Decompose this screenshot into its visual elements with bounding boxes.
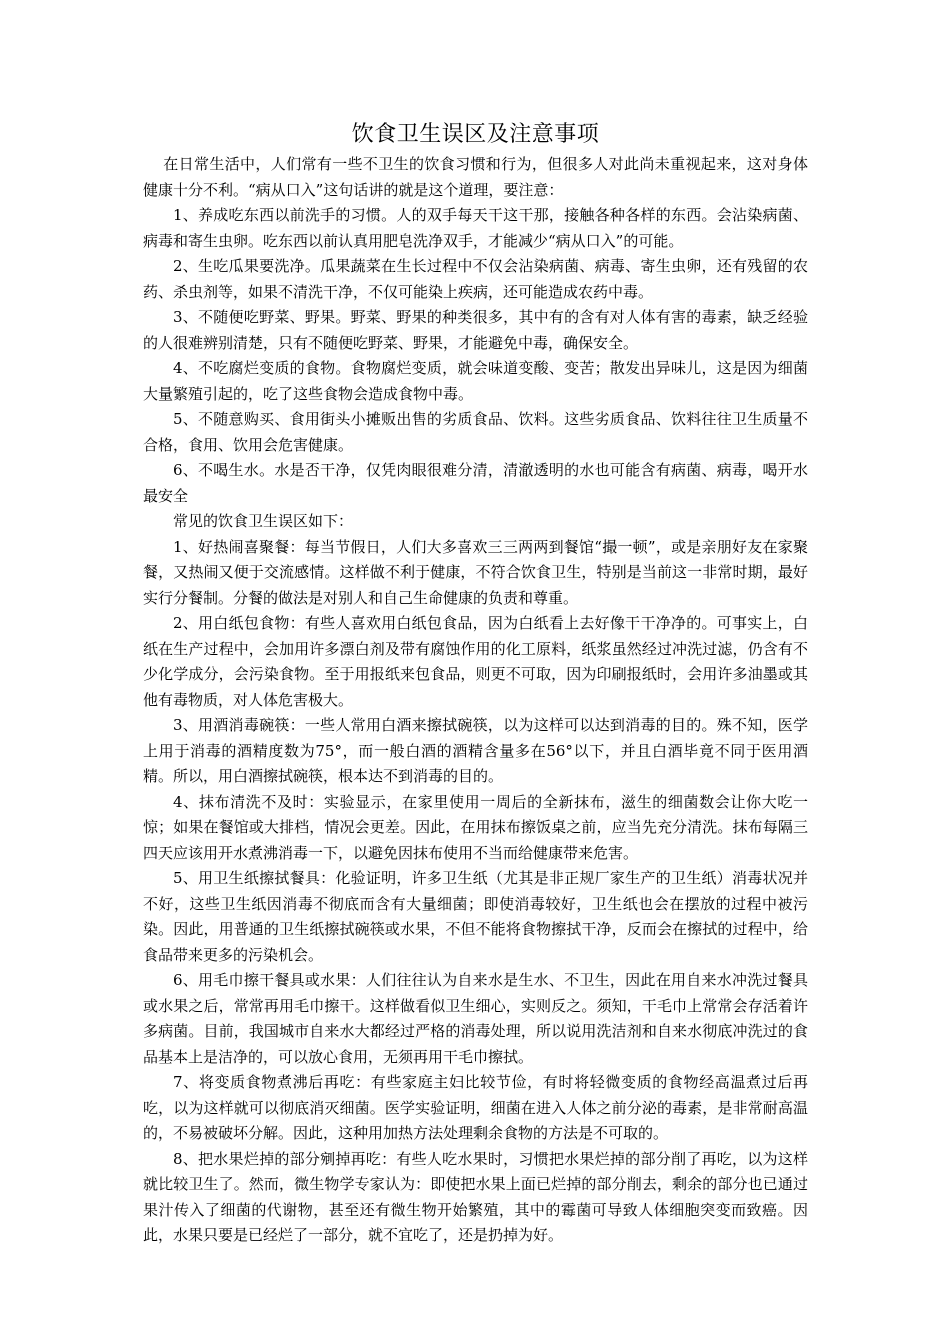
misconception-paragraph-1: 1、好热闹喜聚餐：每当节假日，人们大多喜欢三三两两到餐馆“撮一顿”，或是亲朋好友在家聚餐，又热闹又便于交流感情。这样做不利于健康，不符合饮食卫生，特别是当前这一非常时期，最好实行分餐制。分餐的做法是对别人和自己生命健康的负责和尊重。 bbox=[143, 537, 808, 607]
intro-paragraph: 在日常生活中，人们常有一些不卫生的饮食习惯和行为，但很多人对此尚未重视起来，这对身体健康十分不利。“病从口入”这句话讲的就是这个道理，要注意： bbox=[143, 155, 808, 199]
tip-paragraph-2: 2、生吃瓜果要洗净。瓜果蔬菜在生长过程中不仅会沾染病菌、病毒、寄生虫卵，还有残留的农药、杀虫剂等，如果不清洗干净，不仅可能染上疾病，还可能造成农药中毒。 bbox=[143, 257, 808, 301]
misconception-paragraph-7: 7、将变质食物煮沸后再吃：有些家庭主妇比较节俭，有时将轻微变质的食物经高温煮过后再吃，以为这样就可以彻底消灭细菌。医学实验证明，细菌在进入人体之前分泌的毒素，是非常耐高温的，不易被破坏分解。因此，这种用加热方法处理剩余食物的方法是不可取的。 bbox=[143, 1073, 808, 1142]
document-page bbox=[143, 118, 808, 1249]
misconception-paragraph-4: 4、抹布清洗不及时：实验显示，在家里使用一周后的全新抹布，滋生的细菌数会让你大吃一惊；如果在餐馆或大排档，情况会更差。因此，在用抹布擦饭桌之前，应当先充分清洗。抹布每隔三四天应该用开水煮沸消毒一下，以避免因抹布使用不当而给健康带来危害。 bbox=[143, 792, 808, 862]
tip-paragraph-5: 5、不随意购买、食用街头小摊贩出售的劣质食品、饮料。这些劣质食品、饮料往往卫生质量不合格，食用、饮用会危害健康。 bbox=[143, 410, 808, 454]
misconception-paragraph-2: 2、用白纸包食物：有些人喜欢用白纸包食品，因为白纸看上去好像干干净净的。可事实上，白纸在生产过程中，会加用许多漂白剂及带有腐蚀作用的化工原料，纸浆虽然经过冲洗过滤，仍含有不少化学成分，会污染食物。至于用报纸来包食品，则更不可取，因为印刷报纸时，会用许多油墨或其他有毒物质，对人体危害极大。 bbox=[143, 614, 808, 709]
tip-paragraph-1: 1、养成吃东西以前洗手的习惯。人的双手每天干这干那，接触各种各样的东西。会沾染病菌、病毒和寄生虫卵。吃东西以前认真用肥皂洗净双手，才能减少“病从口入”的可能。 bbox=[143, 206, 808, 250]
tip-paragraph-3: 3、不随便吃野菜、野果。野菜、野果的种类很多，其中有的含有对人体有害的毒素，缺乏经验的人很难辨别清楚，只有不随便吃野菜、野果，才能避免中毒，确保安全。 bbox=[143, 308, 808, 352]
misconception-paragraph-5: 5、用卫生纸擦拭餐具：化验证明，许多卫生纸（尤其是非正规厂家生产的卫生纸）消毒状况并不好，这些卫生纸因消毒不彻底而含有大量细菌；即使消毒较好，卫生纸也会在摆放的过程中被污染。因此，用普通的卫生纸擦拭碗筷或水果，不但不能将食物擦拭干净，反而会在擦拭的过程中，给食品带来更多的污染机会。 bbox=[143, 869, 808, 964]
tip-paragraph-6: 6、不喝生水。水是否干净，仅凭肉眼很难分清，清澈透明的水也可能含有病菌、病毒，喝开水最安全 bbox=[143, 461, 808, 505]
misconception-paragraph-8: 8、把水果烂掉的部分剜掉再吃：有些人吃水果时，习惯把水果烂掉的部分削了再吃，以为这样就比较卫生了。然而，微生物学专家认为：即使把水果上面已烂掉的部分削去，剩余的部分也已通过果汁传入了细菌的代谢物，甚至还有微生物开始繁殖，其中的霉菌可导致人体细胞突变而致癌。因此，水果只要是已经烂了一部分，就不宜吃了，还是扔掉为好。 bbox=[143, 1149, 808, 1244]
misconception-paragraph-6: 6、用毛巾擦干餐具或水果：人们往往认为自来水是生水、不卫生，因此在用自来水冲洗过餐具或水果之后，常常再用毛巾擦干。这样做看似卫生细心，实则反之。须知，干毛巾上常常会存活着许多病菌。目前，我国城市自来水大都经过严格的消毒处理，所以说用洗洁剂和自来水彻底冲洗过的食品基本上是洁净的，可以放心食用，无须再用干毛巾擦拭。 bbox=[143, 971, 808, 1066]
section-heading-misconceptions: 常见的饮食卫生误区如下： bbox=[173, 512, 354, 530]
misconception-paragraph-3: 3、用酒消毒碗筷：一些人常用白酒来擦拭碗筷，以为这样可以达到消毒的目的。殊不知，医学上用于消毒的酒精度数为75°，而一般白酒的酒精含量多在56°以下，并且白酒毕竟不同于医用酒精。所以，用白酒擦拭碗筷，根本达不到消毒的目的。 bbox=[143, 716, 808, 785]
tip-paragraph-4: 4、不吃腐烂变质的食物。食物腐烂变质，就会味道变酸、变苦；散发出异味儿，这是因为细菌大量繁殖引起的，吃了这些食物会造成食物中毒。 bbox=[143, 359, 808, 403]
document-title: 饮食卫生误区及注意事项 bbox=[351, 122, 600, 147]
